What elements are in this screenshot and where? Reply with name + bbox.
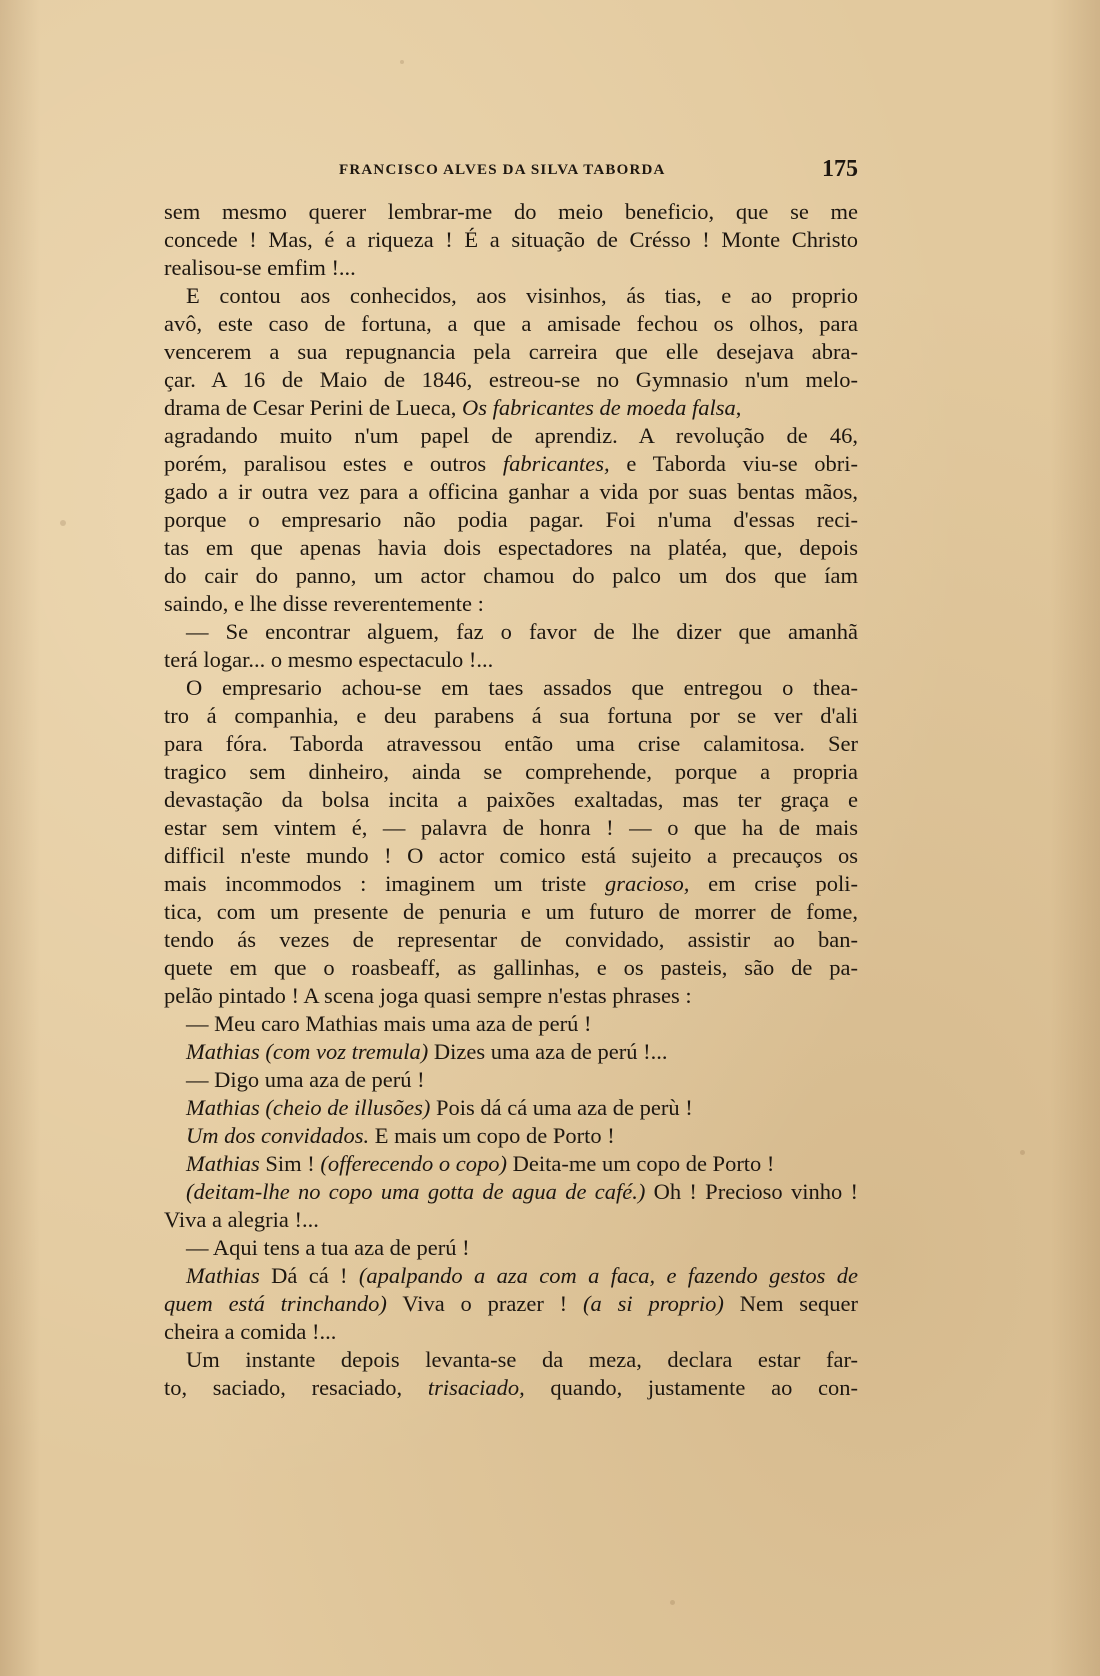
italic-span: Mathias (cheio de illusões) — [186, 1095, 431, 1120]
text-line — [164, 506, 858, 534]
text-span: pelão pintado ! A scena joga quasi sempre n'estas phrases : — [164, 983, 692, 1008]
text-line — [164, 1346, 858, 1374]
text-span: gado a ir outra vez para a officina ganhar a vida por suas bentas mãos, — [164, 479, 858, 504]
text-span: Sim ! — [259, 1151, 321, 1176]
italic-span: Um dos convidados. — [186, 1123, 370, 1148]
text-span: tragico sem dinheiro, ainda se comprehende, porque a propria — [164, 759, 858, 784]
text-span: quando, justamente ao con- — [524, 1375, 858, 1400]
text-span: vencerem a sua repugnancia pela carreira que elle desejava abra- — [164, 339, 858, 364]
text-line — [164, 450, 858, 478]
text-span: tas em que apenas havia dois espectadores na platéa, que, depois — [164, 535, 858, 560]
body-text — [164, 198, 858, 1402]
italic-span: Os fabricantes de moeda falsa — [462, 395, 736, 420]
text-span: devastação da bolsa incita a paixões exaltadas, mas ter graça e — [164, 787, 858, 812]
text-span: agradando muito n'um papel de aprendiz. A revolução de 46, — [164, 423, 858, 448]
text-line — [164, 590, 858, 618]
text-span: tendo ás vezes de representar de convidado, assistir ao ban- — [164, 927, 858, 952]
text-line — [164, 1234, 858, 1262]
italic-span: (apalpando a aza com a faca, e fazendo gestos de — [358, 1263, 858, 1288]
italic-span: (deitam-lhe no copo uma gotta de agua de café.) — [186, 1179, 646, 1204]
text-span: — Meu caro Mathias mais uma aza de perú ! — [186, 1011, 592, 1036]
text-line — [164, 1290, 858, 1318]
text-line — [164, 618, 858, 646]
text-span: Pois dá cá uma aza de perù ! — [430, 1095, 693, 1120]
italic-span: (offerecendo o copo) — [320, 1151, 507, 1176]
text-span: porque o empresario não podia pagar. Foi n'uma d'essas reci- — [164, 507, 858, 532]
text-line — [164, 786, 858, 814]
text-line — [164, 926, 858, 954]
text-line — [164, 254, 858, 282]
text-line — [164, 674, 858, 702]
text-span: Oh ! Precioso vinho ! — [645, 1179, 858, 1204]
text-line — [164, 646, 858, 674]
italic-span: fabricantes, — [502, 451, 610, 476]
text-span: sem mesmo querer lembrar-me do meio beneficio, que se me — [164, 199, 858, 224]
text-line — [164, 478, 858, 506]
text-line — [164, 422, 858, 450]
text-span: saindo, e lhe disse reverentemente : — [164, 591, 484, 616]
text-span: Viva a alegria !... — [164, 1207, 319, 1232]
text-line — [164, 870, 858, 898]
text-span: Nem sequer — [723, 1291, 859, 1316]
text-span: difficil n'este mundo ! O actor comico está sujeito a precauços os — [164, 843, 858, 868]
text-span: porém, paralisou estes e outros — [164, 451, 503, 476]
text-span: terá logar... o mesmo espectaculo !... — [164, 647, 494, 672]
text-line — [164, 1262, 858, 1290]
text-span: çar. A 16 de Maio de 1846, estreou-se no Gymnasio n'um melo- — [164, 367, 858, 392]
text-line — [164, 562, 858, 590]
text-span: Um instante depois levanta-se da meza, declara estar far- — [186, 1347, 858, 1372]
text-line — [164, 282, 858, 310]
text-line — [164, 982, 858, 1010]
text-line — [164, 394, 858, 422]
text-line — [164, 1038, 858, 1066]
text-span: tro á companhia, e deu parabens á sua fortuna por se ver d'ali — [164, 703, 858, 728]
text-span: — Se encontrar alguem, faz o favor de lhe dizer que amanhã — [186, 619, 858, 644]
italic-span: gracioso, — [605, 871, 690, 896]
text-line — [164, 310, 858, 338]
text-line — [164, 702, 858, 730]
page-number: 175 — [822, 156, 858, 182]
italic-span: Mathias (com voz tremula) — [186, 1039, 429, 1064]
paper-stain — [1020, 1150, 1025, 1155]
text-span: , — [735, 395, 742, 420]
text-line — [164, 1094, 858, 1122]
paper-stain — [670, 1600, 675, 1605]
italic-span: trisaciado, — [427, 1375, 525, 1400]
text-line — [164, 730, 858, 758]
text-line — [164, 338, 858, 366]
text-line — [164, 1150, 858, 1178]
text-span: quete em que o roasbeaff, as gallinhas, e os pasteis, são de pa- — [164, 955, 858, 980]
text-line — [164, 1178, 858, 1206]
text-span: avô, este caso de fortuna, a que a amisade fechou os olhos, para — [164, 311, 858, 336]
text-span: to, saciado, resaciado, — [164, 1375, 428, 1400]
text-line — [164, 758, 858, 786]
text-line — [164, 1206, 858, 1234]
text-line — [164, 534, 858, 562]
text-span: tica, com um presente de penuria e um futuro de morrer de fome, — [164, 899, 858, 924]
text-span: cheira a comida !... — [164, 1319, 337, 1344]
text-line — [164, 198, 858, 226]
text-line — [164, 226, 858, 254]
paper-stain — [60, 520, 66, 526]
page-header — [164, 156, 858, 186]
text-line — [164, 814, 858, 842]
text-span: realisou-se emfim !... — [164, 255, 356, 280]
paper-stain — [400, 60, 404, 64]
text-span: E contou aos conhecidos, aos visinhos, ás tias, e ao proprio — [186, 283, 858, 308]
text-span: concede ! Mas, é a riqueza ! É a situação de Crésso ! Monte Christo — [164, 227, 858, 252]
text-line — [164, 1122, 858, 1150]
text-span: Dizes uma aza de perú !... — [428, 1039, 668, 1064]
text-span: em crise poli- — [689, 871, 858, 896]
text-line — [164, 898, 858, 926]
text-line — [164, 1066, 858, 1094]
text-span: do cair do panno, um actor chamou do palco um dos que íam — [164, 563, 858, 588]
text-span: — Digo uma aza de perú ! — [186, 1067, 425, 1092]
text-span: para fóra. Taborda atravessou então uma crise calamitosa. Ser — [164, 731, 858, 756]
text-line — [164, 1010, 858, 1038]
italic-span: (a si proprio) — [583, 1291, 724, 1316]
running-title: FRANCISCO ALVES DA SILVA TABORDA — [339, 162, 666, 178]
text-span: Deita-me um copo de Porto ! — [507, 1151, 775, 1176]
text-line — [164, 1318, 858, 1346]
text-span: mais incommodos : imaginem um triste — [164, 871, 606, 896]
text-line — [164, 954, 858, 982]
text-span: E mais um copo de Porto ! — [369, 1123, 615, 1148]
text-span: Viva o prazer ! — [386, 1291, 584, 1316]
text-span: estar sem vintem é, — palavra de honra ! — o que ha de mais — [164, 815, 858, 840]
text-line — [164, 366, 858, 394]
text-span: e Taborda viu-se obri- — [609, 451, 858, 476]
italic-span: Mathias — [186, 1151, 260, 1176]
italic-span: Mathias — [186, 1263, 260, 1288]
text-span: O empresario achou-se em taes assados que entregou o thea- — [186, 675, 858, 700]
text-span: Dá cá ! — [259, 1263, 359, 1288]
text-line — [164, 842, 858, 870]
text-line — [164, 1374, 858, 1402]
italic-span: quem está trinchando) — [164, 1291, 387, 1316]
text-span: — Aqui tens a tua aza de perú ! — [186, 1235, 470, 1260]
text-span: drama de Cesar Perini de Lueca, — [164, 395, 462, 420]
